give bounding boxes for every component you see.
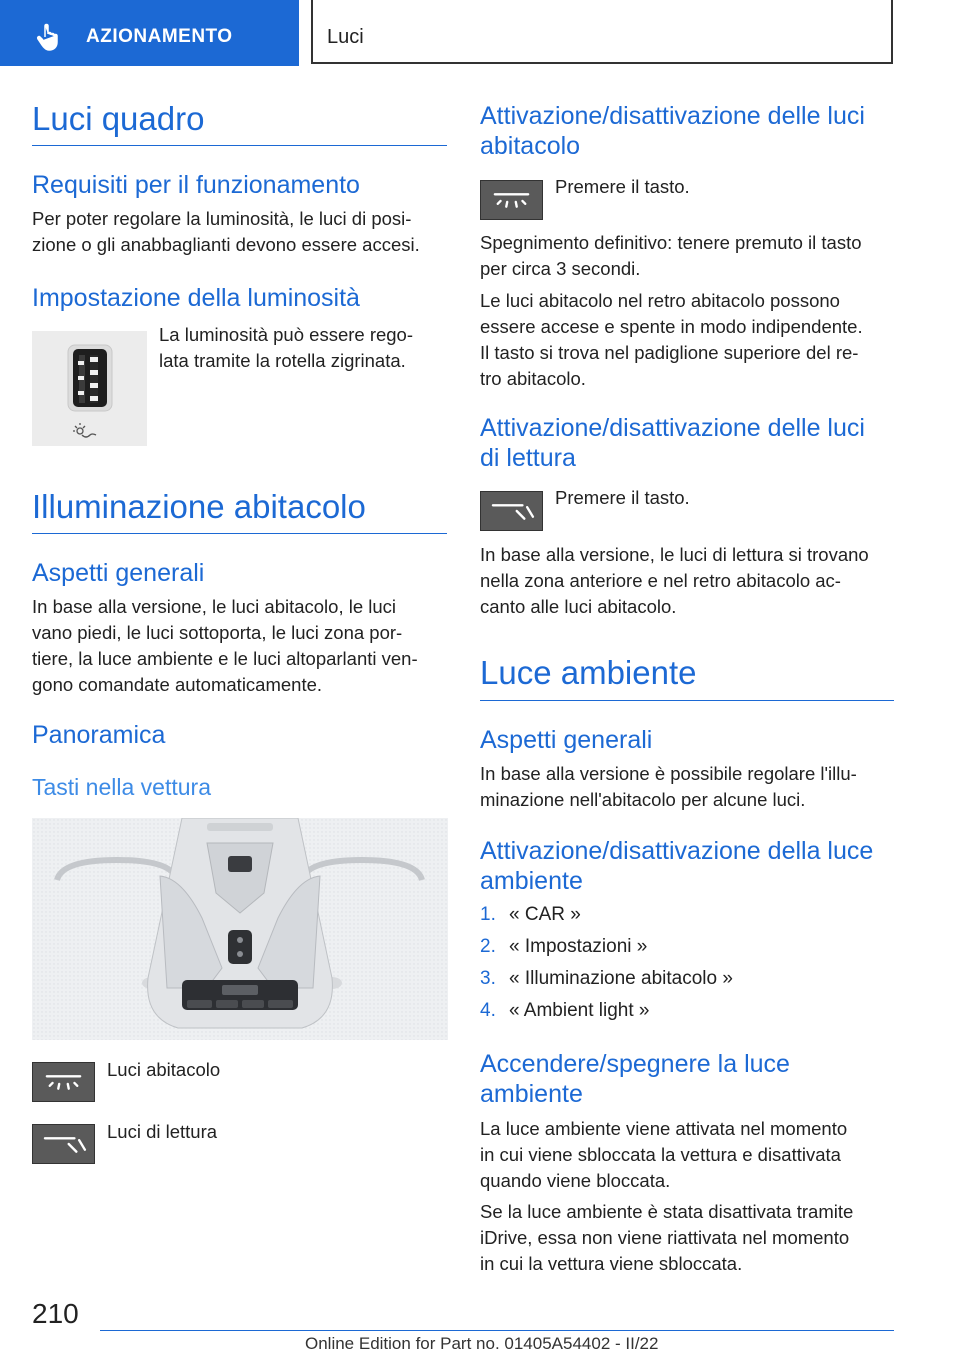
text-aspetti-generali-1: In base alla versione, le luci abitacolo, le luci vano piedi, le luci sottoporta, le luci zona por- tiere, la luce ambiente e le luci altoparlanti ven- gono comandate automaticamente. [32, 596, 418, 695]
heading-luci-quadro: Luci quadro [32, 100, 205, 137]
hand-pointer-icon [36, 22, 66, 52]
footer-rule [100, 1330, 894, 1331]
heading-aspetti-generali-1: Aspetti generali [32, 559, 205, 587]
page-number: 210 [32, 1298, 79, 1329]
text-requisiti: Per poter regolare la luminosità, le luci di posi- zione o gli anabbaglianti devono essere accesi. [32, 208, 420, 255]
footer-edition: Online Edition for Part no. 01405A54402 - II/22 [305, 1334, 659, 1353]
step-number: 4. [480, 1000, 496, 1021]
heading-accendere: Accendere/spegnere la luce ambiente [480, 1050, 790, 1108]
chapter-label: Luci [327, 26, 364, 48]
dimmer-wheel-image [32, 331, 147, 446]
heading-att-lettura: Attivazione/disattivazione delle luci di lettura [480, 414, 865, 472]
chapter-box [311, 0, 893, 64]
text-accendere: La luce ambiente viene attivata nel momento in cui viene sbloccata la vettura e disattivata quando viene bloccata. [480, 1118, 848, 1191]
rule-luci-quadro [32, 145, 447, 146]
text-impostazione: La luminosità può essere rego- lata tramite la rotella zigrinata. [159, 324, 414, 371]
cabin-light-button-icon [480, 180, 543, 220]
step-text: « CAR » [509, 904, 581, 925]
heading-requisiti: Requisiti per il funzionamento [32, 171, 360, 199]
legend-luci-lettura: Luci di lettura [107, 1121, 218, 1142]
text-premere-1: Premere il tasto. [555, 176, 690, 197]
heading-panoramica: Panoramica [32, 721, 166, 749]
text-lettura: In base alla versione, le luci di lettura si trovano nella zona anteriore e nel retro abitacolo ac- canto alle luci abitacolo. [480, 544, 869, 617]
legend-luci-abitacolo: Luci abitacolo [107, 1059, 221, 1080]
section-label: AZIONAMENTO [86, 26, 233, 47]
heading-luce-ambiente: Luce ambiente [480, 654, 697, 691]
heading-impostazione: Impostazione della luminosità [32, 284, 360, 312]
step-text: « Ambient light » [509, 1000, 650, 1021]
heading-aspetti-generali-2: Aspetti generali [480, 726, 653, 754]
step-number: 2. [480, 936, 496, 957]
rule-illuminazione [32, 533, 447, 534]
text-idrive: Se la luce ambiente è stata disattivata tramite iDrive, essa non viene riattivata nel momento in cui la vettura viene sbloccata. [480, 1201, 854, 1274]
heading-illuminazione: Illuminazione abitacolo [32, 488, 366, 525]
overhead-console-image [32, 818, 448, 1040]
step-number: 3. [480, 968, 496, 989]
text-retro: Le luci abitacolo nel retro abitacolo possono essere accese e spente in modo indipendente. Il tasto si trova nel padiglione superiore del re- tro abitacolo. [480, 290, 863, 389]
text-premere-2: Premere il tasto. [555, 487, 690, 508]
heading-att-ambiente: Attivazione/disattivazione della luce ambiente [480, 837, 874, 895]
reading-light-icon [32, 1124, 95, 1164]
heading-tasti: Tasti nella vettura [32, 774, 211, 800]
step-text: « Illuminazione abitacolo » [509, 968, 733, 989]
heading-att-abitacolo: Attivazione/disattivazione delle luci abitacolo [480, 102, 865, 160]
reading-light-button-icon [480, 491, 543, 531]
section-tab [0, 0, 299, 66]
text-spegnimento: Spegnimento definitivo: tenere premuto il tasto per circa 3 secondi. [480, 232, 862, 279]
text-aspetti-generali-2: In base alla versione è possibile regolare l'illu- minazione nell'abitacolo per alcune luci. [480, 763, 857, 810]
cabin-light-icon [32, 1062, 95, 1102]
step-text: « Impostazioni » [509, 936, 648, 957]
rule-luce-ambiente [480, 700, 894, 701]
step-number: 1. [480, 904, 496, 925]
